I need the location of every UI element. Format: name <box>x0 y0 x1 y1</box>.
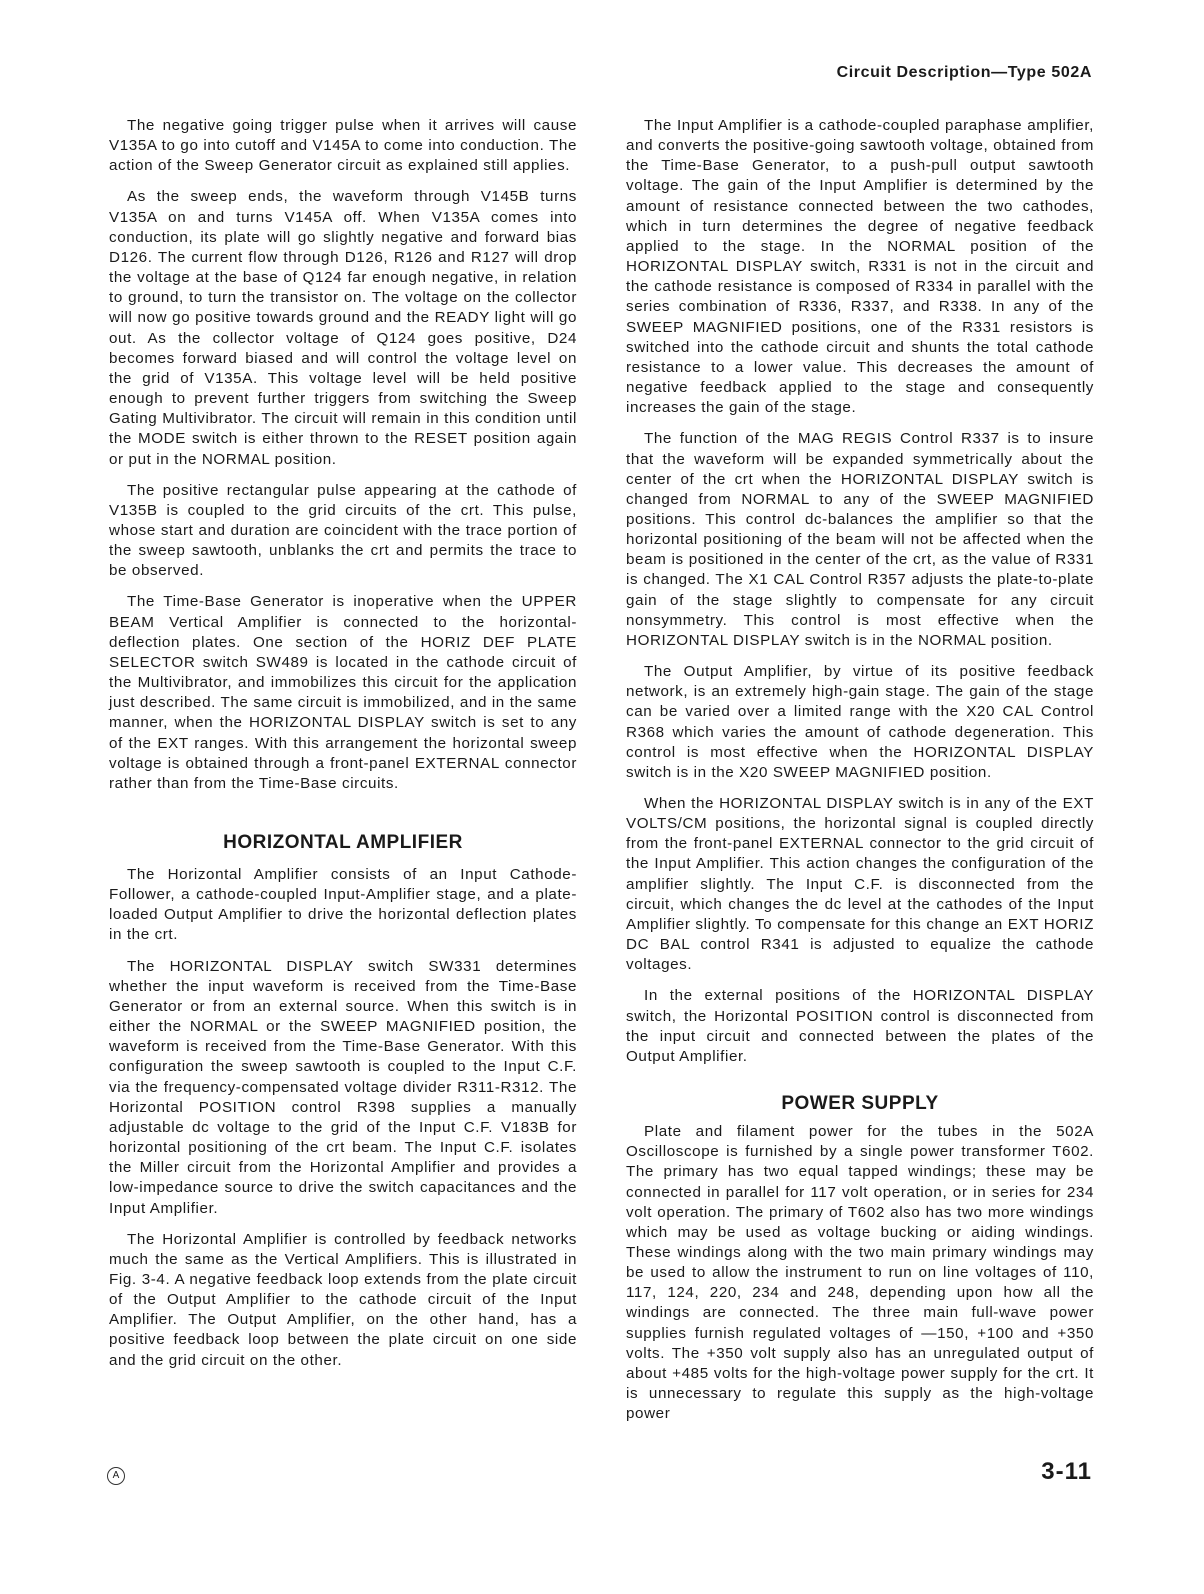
paragraph: Plate and filament power for the tubes in the 502A Oscilloscope is furnished by a single power transformer T602. The primary has two equal tapped windings; these may be connected in parallel for 117 volt operation, or in series for 234 volt operation. The primary of T602 also has two more windings which may be used as voltage bucking or aiding windings. These windings along with the two main primary windings may be used to allow the instrument to run on line voltages of 110, 117, 124, 220, 234 and 248, depending upon how all the windings are connected. The three main full-wave power supplies furnish regulated voltages of —150, +100 and +350 volts. The +350 volt supply also has an unregulated output of about +485 volts for the high-voltage power supply for the crt. It is unnecessary to regulate this supply as the high-voltage power <box>626 1123 1094 1423</box>
revision-mark: A <box>107 1467 125 1485</box>
running-header: Circuit Description—Type 502A <box>836 64 1092 81</box>
page-number: 3-11 <box>1041 1458 1092 1485</box>
paragraph: The Time-Base Generator is inoperative when the UPPER BEAM Vertical Amplifier is connected to the horizontal-deflection plates. One section of the HORIZ DEF PLATE SELECTOR switch SW489 is located in the cathode circuit of the Multivibrator, and immobilizes this circuit for the application just described. The same circuit is immobilized, and in the same manner, when the HORIZONTAL DISPLAY switch is set to any of the EXT ranges. With this arrangement the horizontal sweep voltage is obtained through a front-panel EXTERNAL connector rather than from the Time-Base circuits. <box>109 593 577 792</box>
paragraph: The negative going trigger pulse when it arrives will cause V135A to go into cutoff and V145A to come into conduction. The action of the Sweep Generator circuit as explained still applies. <box>109 117 577 175</box>
left-column <box>109 116 577 1382</box>
paragraph: The Horizontal Amplifier is controlled by feedback networks much the same as the Vertical Amplifiers. This is illustrated in Fig. 3-4. A negative feedback loop extends from the plate circuit of the Output Amplifier to the cathode circuit of the Input Amplifier. The Output Amplifier, on the other hand, has a positive feedback loop between the plate circuit on one side and the grid circuit on the other. <box>109 1230 577 1369</box>
section-heading: POWER SUPPLY <box>781 1093 939 1115</box>
paragraph: The positive rectangular pulse appearing at the cathode of V135B is coupled to the grid circuits of the crt. This pulse, whose start and duration are coincident with the trace portion of the sweep sawtooth, unblanks the crt and permits the trace to be observed. <box>109 481 577 580</box>
paragraph: The Horizontal Amplifier consists of an Input Cathode-Follower, a cathode-coupled Input-Amplifier stage, and a plate-loaded Output Amplifier to drive the horizontal deflection plates in the crt. <box>109 866 577 944</box>
paragraph: The HORIZONTAL DISPLAY switch SW331 determines whether the input waveform is received from the Time-Base Generator or from an external source. When this switch is in either the NORMAL or the SWEEP MAGNIFIED position, the waveform is received from the Time-Base Generator. With this configuration the sweep sawtooth is coupled to the Input C.F. via the frequency-compensated voltage divider R311-R312. The Horizontal POSITION control R398 supplies a manually adjustable dc voltage to the grid of the Input C.F. V183B for horizontal positioning of the crt beam. The Input C.F. isolates the Miller circuit from the Horizontal Amplifier and provides a low-impedance source to drive the switch capacitances and the Input Amplifier. <box>109 957 577 1217</box>
paragraph: In the external positions of the HORIZONTAL DISPLAY switch, the Horizontal POSITION control is disconnected from the input circuit and connected between the plates of the Output Amplifier. <box>626 987 1094 1065</box>
right-column <box>626 116 1094 1435</box>
paragraph: The Output Amplifier, by virtue of its positive feedback network, is an extremely high-gain stage. The gain of the stage can be varied over a limited range with the X20 CAL Control R368 which varies the amount of cathode degeneration. This control is most effective when the HORIZONTAL DISPLAY switch is in the X20 SWEEP MAGNIFIED position. <box>626 663 1094 781</box>
paragraph: When the HORIZONTAL DISPLAY switch is in any of the EXT VOLTS/CM positions, the horizontal signal is coupled directly from the front-panel EXTERNAL connector to the grid circuit of the Input Amplifier. This action changes the configuration of the amplifier slightly. The Input C.F. is disconnected from the circuit, which changes the dc level at the cathodes of the Input Amplifier slightly. To compensate for this change an EXT HORIZ DC BAL control R341 is adjusted to equalize the cathode voltages. <box>626 795 1094 974</box>
paragraph: As the sweep ends, the waveform through V145B turns V135A on and turns V145A off. When V135A comes into conduction, its plate will go slightly negative and forward bias D126. The current flow through D126, R126 and R127 will drop the voltage at the base of Q124 far enough negative, in relation to ground, to turn the transistor on. The voltage on the collector will now go positive towards ground and the READY light will go out. As the collector voltage of Q124 goes positive, D24 becomes forward biased and will control the voltage level on the grid of V135A. This voltage level will be held positive enough to prevent further triggers from switching the Sweep Gating Multivibrator. The circuit will remain in this condition until the MODE switch is either thrown to the RESET position again or put in the NORMAL position. <box>109 188 577 468</box>
paragraph: The Input Amplifier is a cathode-coupled paraphase amplifier, and converts the positive-going sawtooth voltage, obtained from the Time-Base Generator, to a push-pull output sawtooth voltage. The gain of the Input Amplifier is determined by the amount of resistance connected between the two cathodes, which in turn determines the degree of negative feedback applied to the stage. In the NORMAL position of the HORIZONTAL DISPLAY switch, R331 is not in the circuit and the cathode resistance is composed of R334 in parallel with the series combination of R336, R337, and R338. In any of the SWEEP MAGNIFIED positions, one of the R331 resistors is switched into the cathode circuit and shunts the total cathode resistance to a lower value. This decreases the amount of negative feedback applied to the stage and consequently increases the gain of the stage. <box>626 117 1094 417</box>
section-heading: HORIZONTAL AMPLIFIER <box>223 832 463 853</box>
paragraph: The function of the MAG REGIS Control R337 is to insure that the waveform will be expanded symmetrically about the center of the crt when the HORIZONTAL DISPLAY switch is changed from NORMAL to any of the SWEEP MAGNIFIED positions. This control dc-balances the amplifier so that the horizontal positioning of the beam will not be affected when the beam is positioned in the center of the crt, as the value of R331 is changed. The X1 CAL Control R357 adjusts the plate-to-plate gain of the stage slightly to compensate for any circuit nonsymmetry. This control is most effective when the HORIZONTAL DISPLAY switch is in the NORMAL position. <box>626 430 1094 649</box>
